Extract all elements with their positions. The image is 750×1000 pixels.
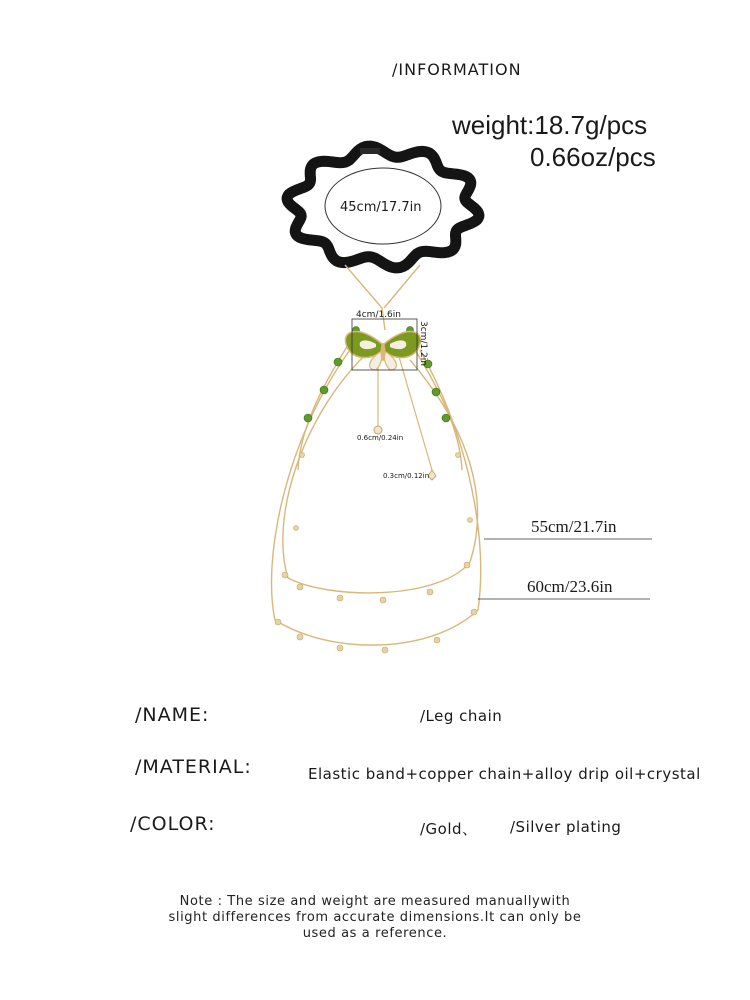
- spec-material-value: Elastic band+copper chain+alloy drip oil+crystal: [308, 765, 701, 783]
- drop-pendant-small: [374, 426, 382, 434]
- note-line-2: slight differences from accurate dimensions.It can only be: [168, 910, 582, 925]
- drop-tiny-label: 0.3cm/0.12in: [383, 472, 430, 480]
- spec-color-value-gold: /Gold、: [420, 820, 478, 838]
- chain-inner-loop: [283, 355, 478, 593]
- measurement-note: [0, 894, 750, 942]
- weight-ounces: 0.66oz/pcs: [530, 142, 656, 172]
- note-line-1: Note : The size and weight are measured manuallywith: [179, 894, 571, 909]
- spec-material-label: /MATERIAL:: [135, 756, 252, 778]
- chain-inner-length: 55cm/21.7in: [531, 517, 617, 536]
- spec-color-value-silver: /Silver plating: [510, 818, 622, 836]
- butterfly-height-label: 3cm/1.2in: [418, 321, 428, 366]
- spec-color-label: /COLOR:: [130, 813, 216, 835]
- band-clasp: [360, 148, 380, 154]
- butterfly-width-label: 4cm/1.6in: [356, 310, 401, 320]
- elastic-circumference-label: 45cm/17.7in: [340, 200, 422, 215]
- chain-outer-length: 60cm/23.6in: [527, 577, 613, 596]
- chain-outer-loop: [272, 350, 481, 645]
- chain-strap-left: [345, 265, 385, 330]
- drop-pendant-tiny: [428, 470, 436, 480]
- chain-beads: [275, 453, 477, 654]
- spec-name-label: /NAME:: [135, 704, 210, 726]
- spec-name-value: /Leg chain: [420, 707, 503, 725]
- note-line-3: used as a reference.: [302, 926, 448, 941]
- weight-grams: weight:18.7g/pcs: [452, 110, 648, 140]
- section-heading-information: /INFORMATION: [392, 60, 522, 79]
- drop-small-label: 0.6cm/0.24in: [357, 434, 404, 442]
